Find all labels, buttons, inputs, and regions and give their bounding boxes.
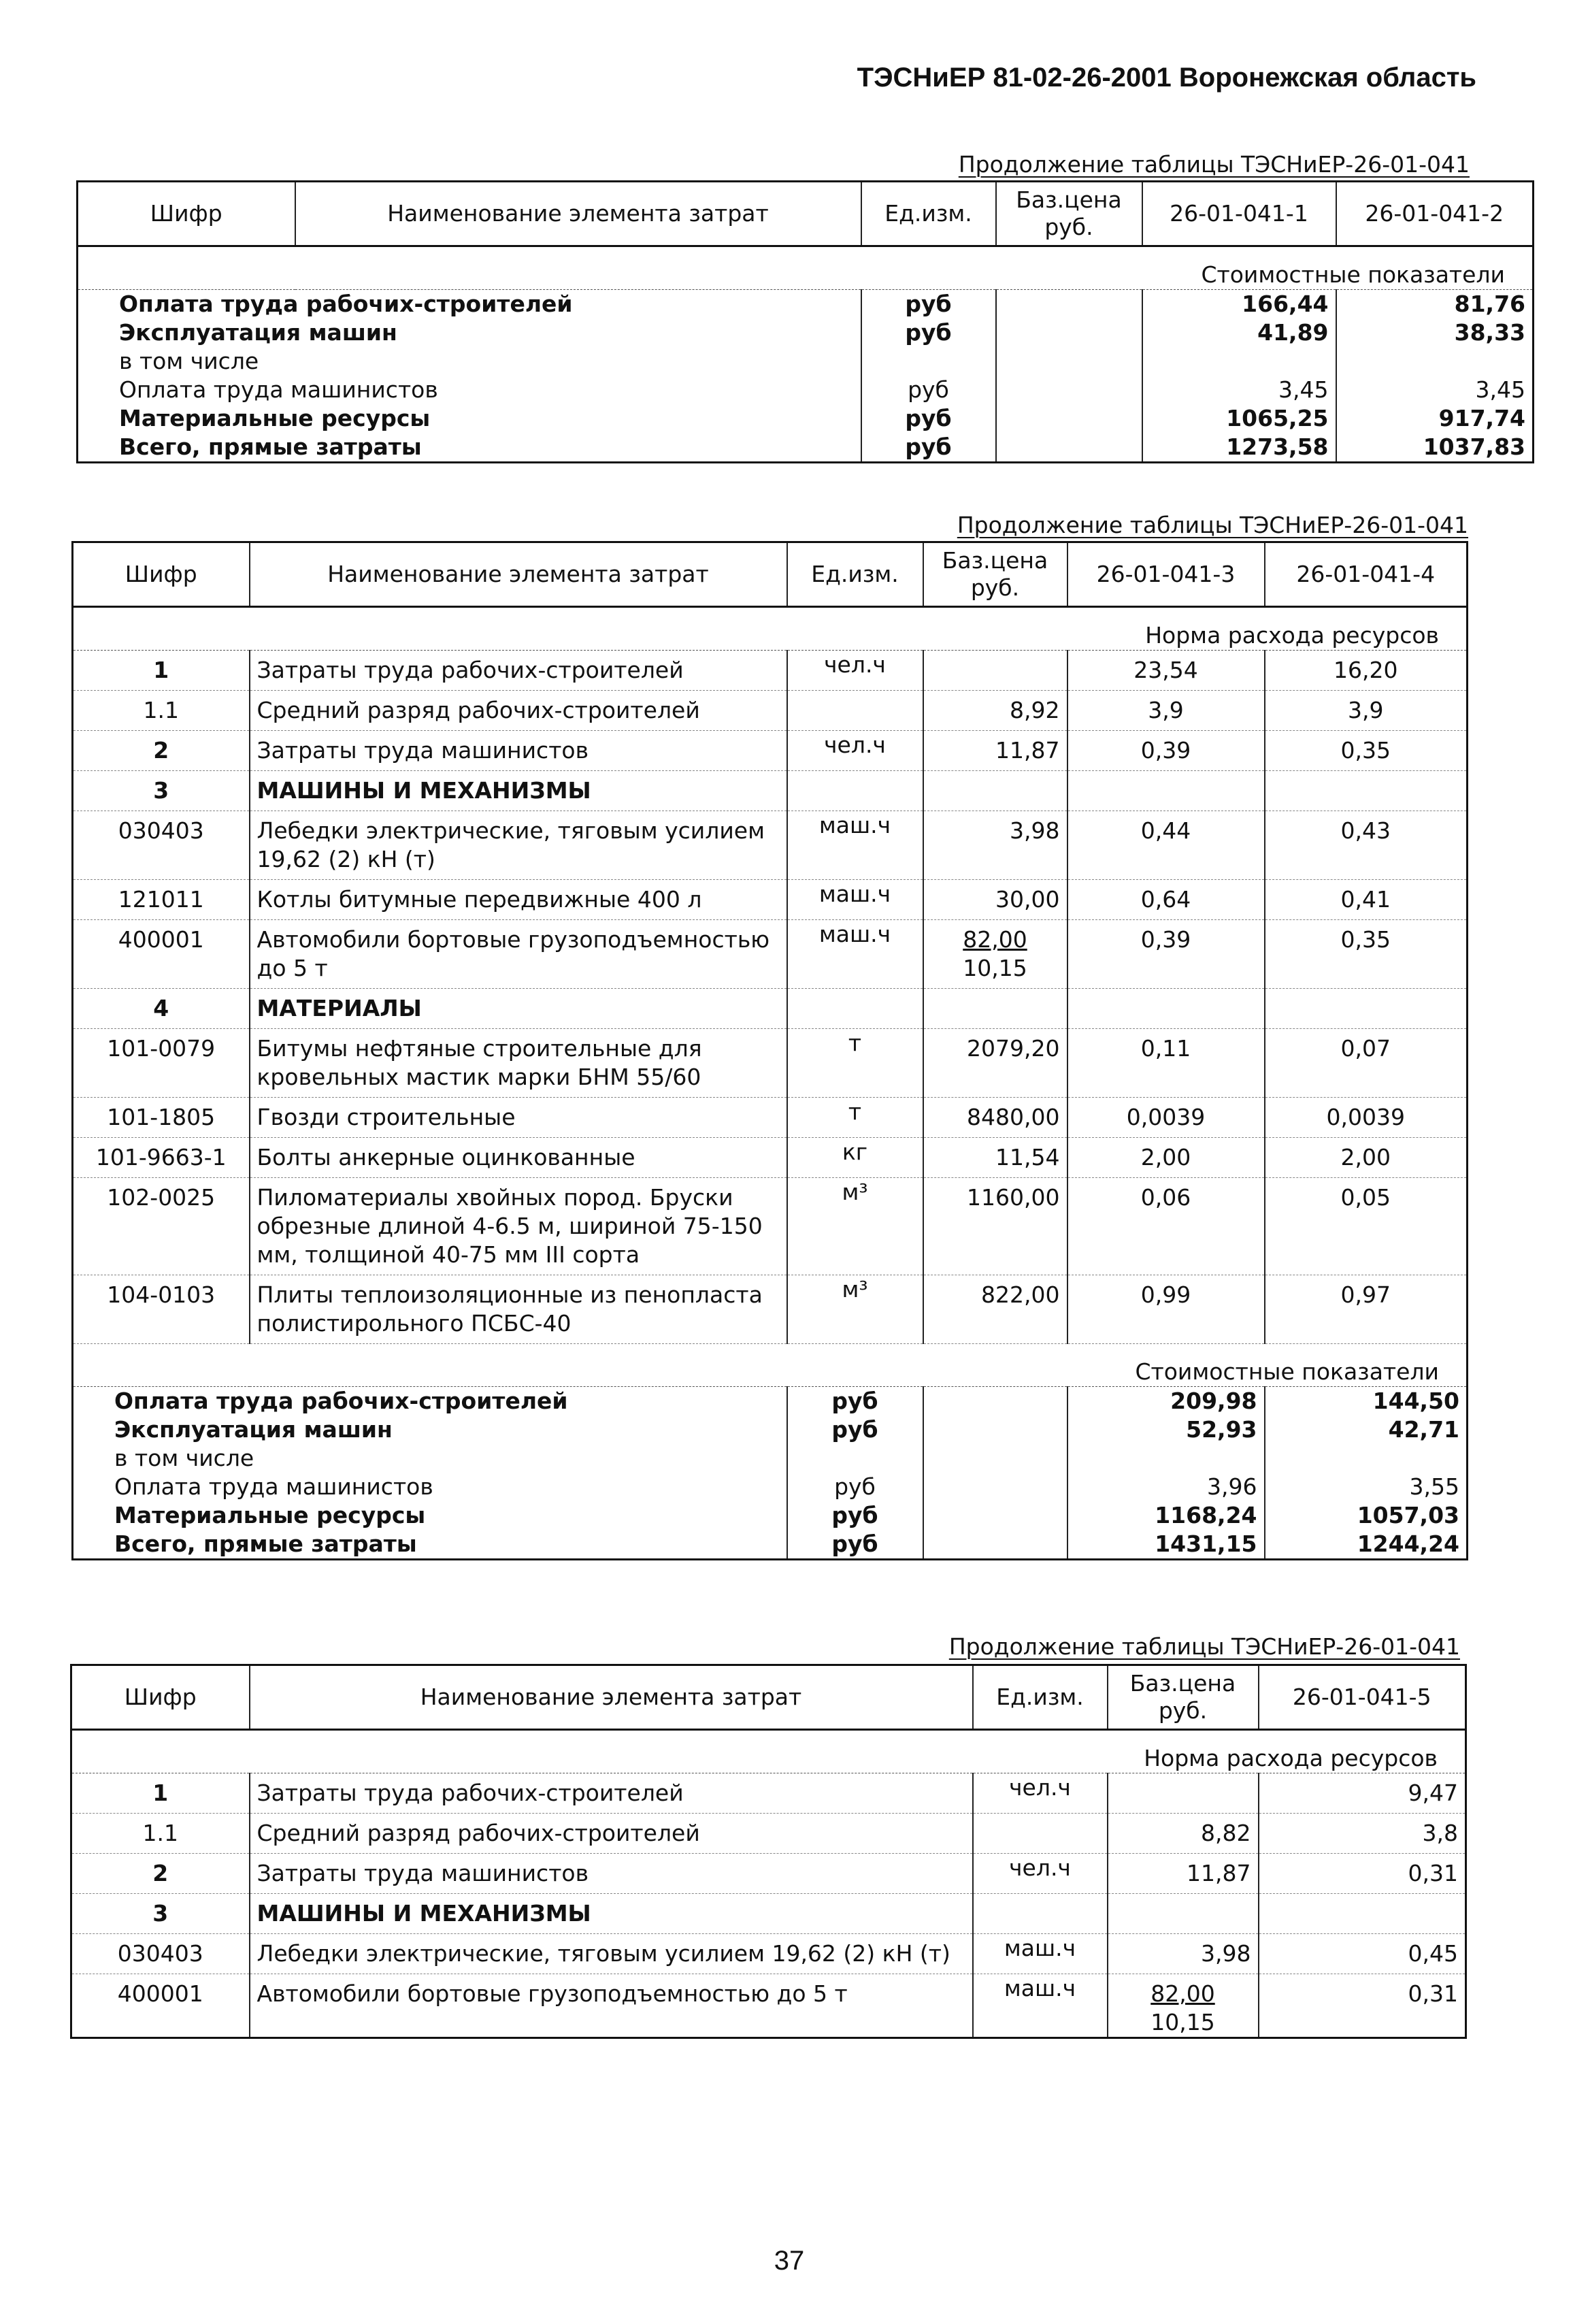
resource-price (923, 691, 1067, 731)
price-value: 8,92 (1010, 697, 1060, 723)
cost-value-2 (1265, 1444, 1468, 1473)
resource-code: 1.1 (73, 691, 250, 731)
resource-price (1108, 1974, 1259, 2038)
resource-name: Битумы нефтяные строительные для кровельных мастик марки БНМ 55/60 (250, 1029, 787, 1098)
norm-value-2: 0,35 (1265, 731, 1468, 771)
cost-name: Оплата труда машинистов (73, 1473, 787, 1501)
price-value: 2079,20 (967, 1035, 1060, 1062)
table2-continuation: Продолжение таблицы ТЭСНиЕР-26-01-041 (957, 512, 1468, 538)
cost-value-1: 1431,15 (1067, 1530, 1265, 1560)
resource-code: 101-9663-1 (73, 1138, 250, 1178)
cost-value-1: 166,44 (1142, 290, 1336, 319)
norm-value-1: 3,9 (1067, 691, 1265, 731)
column-header: Наименование элемента затрат (295, 182, 861, 246)
resource-row (73, 771, 1468, 811)
resource-code: 2 (71, 1854, 250, 1894)
table2 (71, 541, 1468, 1560)
resource-code: 400001 (73, 920, 250, 989)
resource-name: Котлы битумные передвижные 400 л (250, 880, 787, 920)
resource-unit: чел.ч (787, 651, 923, 691)
price-value-secondary: 10,15 (1150, 2009, 1215, 2035)
cost-price (923, 1530, 1067, 1560)
resource-name: Автомобили бортовые грузоподъемностью до 5 т (250, 1974, 973, 2038)
norm-value-1: 0,31 (1259, 1854, 1466, 1894)
cost-price (996, 290, 1142, 319)
norm-value-2: 3,9 (1265, 691, 1468, 731)
cost-value-1: 3,96 (1067, 1473, 1265, 1501)
resource-price (923, 1138, 1067, 1178)
cost-row (73, 1501, 1468, 1530)
resource-row (71, 1974, 1466, 2038)
resource-price (923, 771, 1067, 811)
norm-value-2: 0,0039 (1265, 1098, 1468, 1138)
resource-name: Лебедки электрические, тяговым усилием 19,62 (2) кН (т) (250, 1934, 973, 1974)
norm-value-1: 2,00 (1067, 1138, 1265, 1178)
resource-unit: маш.ч (973, 1974, 1108, 2038)
resource-price (923, 920, 1067, 989)
resource-code: 1 (73, 651, 250, 691)
resource-row (73, 880, 1468, 920)
resource-price (1108, 1934, 1259, 1974)
price-value: 8,82 (1201, 1820, 1251, 1846)
resource-price (1108, 1773, 1259, 1814)
norm-value-2: 0,05 (1265, 1178, 1468, 1275)
table3 (70, 1664, 1467, 2039)
cost-unit: руб (861, 318, 996, 347)
resource-unit: маш.ч (973, 1934, 1108, 1974)
resource-code: 3 (71, 1894, 250, 1934)
cost-unit: руб (861, 376, 996, 404)
cost-value-2: 81,76 (1336, 290, 1534, 319)
resource-code: 3 (73, 771, 250, 811)
cost-value-1: 1065,25 (1142, 404, 1336, 433)
cost-unit: руб (787, 1415, 923, 1444)
resource-name: Затраты труда машинистов (250, 731, 787, 771)
cost-name: Оплата труда рабочих-строителей (78, 290, 861, 319)
column-header: Баз.цена руб. (923, 542, 1067, 607)
resource-unit (973, 1894, 1108, 1934)
table1 (76, 180, 1534, 463)
norm-value-2: 0,43 (1265, 811, 1468, 880)
section-label: Норма расхода ресурсов (73, 607, 1468, 651)
column-header: Наименование элемента затрат (250, 1665, 973, 1730)
cost-value-1: 1168,24 (1067, 1501, 1265, 1530)
resource-unit: маш.ч (787, 811, 923, 880)
resource-row (73, 1098, 1468, 1138)
resource-code: 400001 (71, 1974, 250, 2038)
cost-value-2: 1057,03 (1265, 1501, 1468, 1530)
resource-row (71, 1854, 1466, 1894)
norm-value-2: 0,97 (1265, 1275, 1468, 1344)
resource-name: Гвозди строительные (250, 1098, 787, 1138)
resource-code: 4 (73, 989, 250, 1029)
page-number: 37 (774, 2246, 805, 2276)
cost-name: в том числе (73, 1444, 787, 1473)
price-value: 82,00 (1150, 1980, 1215, 2007)
column-header: 26-01-041-2 (1336, 182, 1534, 246)
resource-code: 101-1805 (73, 1098, 250, 1138)
norm-value-2 (1265, 989, 1468, 1029)
column-header: Ед.изм. (973, 1665, 1108, 1730)
cost-row (78, 318, 1534, 347)
cost-value-1: 1273,58 (1142, 433, 1336, 463)
norm-value-1: 3,8 (1259, 1814, 1466, 1854)
resource-unit: маш.ч (787, 880, 923, 920)
norm-value-1: 0,06 (1067, 1178, 1265, 1275)
norm-value-1 (1067, 771, 1265, 811)
resource-name: Затраты труда машинистов (250, 1854, 973, 1894)
cost-row (73, 1415, 1468, 1444)
resource-price (1108, 1854, 1259, 1894)
price-value: 1160,00 (967, 1184, 1060, 1211)
cost-price (923, 1387, 1067, 1416)
cost-unit: руб (787, 1473, 923, 1501)
cost-row (78, 376, 1534, 404)
resource-row (71, 1894, 1466, 1934)
cost-value-1 (1067, 1444, 1265, 1473)
cost-value-2: 144,50 (1265, 1387, 1468, 1416)
cost-price (996, 318, 1142, 347)
resource-row (73, 651, 1468, 691)
column-header: Баз.цена руб. (1108, 1665, 1259, 1730)
norm-value-2: 0,07 (1265, 1029, 1468, 1098)
price-value: 11,54 (995, 1144, 1060, 1171)
cost-unit: руб (861, 290, 996, 319)
price-value: 3,98 (1010, 817, 1060, 844)
resource-code: 121011 (73, 880, 250, 920)
column-header: Баз.цена руб. (996, 182, 1142, 246)
cost-name: Оплата труда машинистов (78, 376, 861, 404)
cost-price (923, 1444, 1067, 1473)
resource-price (1108, 1814, 1259, 1854)
resource-price (923, 1178, 1067, 1275)
resource-price (923, 1098, 1067, 1138)
resource-name: Затраты труда рабочих-строителей (250, 1773, 973, 1814)
price-value-secondary: 10,15 (963, 955, 1027, 981)
cost-unit (861, 347, 996, 376)
section-label: Норма расхода ресурсов (71, 1730, 1466, 1773)
cost-value-2 (1336, 347, 1534, 376)
cost-name: Материальные ресурсы (73, 1501, 787, 1530)
cost-value-2: 38,33 (1336, 318, 1534, 347)
resource-unit: чел.ч (787, 731, 923, 771)
column-header: 26-01-041-3 (1067, 542, 1265, 607)
column-header: Наименование элемента затрат (250, 542, 787, 607)
cost-value-2: 42,71 (1265, 1415, 1468, 1444)
column-header: Ед.изм. (787, 542, 923, 607)
resource-unit (787, 771, 923, 811)
resource-unit: м³ (787, 1275, 923, 1344)
resource-price (923, 811, 1067, 880)
price-value: 8480,00 (967, 1104, 1060, 1130)
resource-code: 2 (73, 731, 250, 771)
resource-code: 030403 (73, 811, 250, 880)
norm-value-2: 16,20 (1265, 651, 1468, 691)
resource-price (923, 1029, 1067, 1098)
norm-value-1 (1067, 989, 1265, 1029)
resource-code: 1 (71, 1773, 250, 1814)
cost-value-2: 1244,24 (1265, 1530, 1468, 1560)
resource-row (73, 811, 1468, 880)
norm-value-1: 0,99 (1067, 1275, 1265, 1344)
resource-name: Плиты теплоизоляционные из пенопласта полистирольного ПСБС-40 (250, 1275, 787, 1344)
header-row (73, 542, 1468, 607)
resource-unit: чел.ч (973, 1773, 1108, 1814)
resource-name: МАШИНЫ И МЕХАНИЗМЫ (250, 1894, 973, 1934)
cost-value-1: 3,45 (1142, 376, 1336, 404)
cost-unit: руб (787, 1530, 923, 1560)
resource-code: 104-0103 (73, 1275, 250, 1344)
resource-row (73, 1029, 1468, 1098)
cost-name: Эксплуатация машин (78, 318, 861, 347)
cost-name: Всего, прямые затраты (73, 1530, 787, 1560)
resource-unit: чел.ч (973, 1854, 1108, 1894)
resource-price (923, 880, 1067, 920)
norm-value-1: 0,44 (1067, 811, 1265, 880)
price-value: 11,87 (995, 737, 1060, 764)
cost-row (73, 1444, 1468, 1473)
resource-code: 1.1 (71, 1814, 250, 1854)
cost-price (923, 1415, 1067, 1444)
resource-unit: м³ (787, 1178, 923, 1275)
cost-value-2: 917,74 (1336, 404, 1534, 433)
cost-unit: руб (861, 404, 996, 433)
price-value: 82,00 (963, 926, 1027, 953)
cost-name: Всего, прямые затраты (78, 433, 861, 463)
cost-price (996, 404, 1142, 433)
cost-value-1 (1142, 347, 1336, 376)
cost-unit: руб (861, 433, 996, 463)
resource-row (71, 1814, 1466, 1854)
resource-price (1108, 1894, 1259, 1934)
norm-value-1: 0,11 (1067, 1029, 1265, 1098)
norm-value-1: 0,39 (1067, 920, 1265, 989)
resource-name: МАТЕРИАЛЫ (250, 989, 787, 1029)
price-value: 11,87 (1187, 1860, 1251, 1886)
resource-name: Средний разряд рабочих-строителей (250, 691, 787, 731)
resource-unit (787, 989, 923, 1029)
section-norm (71, 1730, 1466, 1773)
cost-price (996, 347, 1142, 376)
resource-row (71, 1934, 1466, 1974)
cost-row (78, 347, 1534, 376)
cost-value-2: 3,45 (1336, 376, 1534, 404)
column-header: 26-01-041-1 (1142, 182, 1336, 246)
resource-name: Болты анкерные оцинкованные (250, 1138, 787, 1178)
resource-name: МАШИНЫ И МЕХАНИЗМЫ (250, 771, 787, 811)
cost-unit: руб (787, 1501, 923, 1530)
norm-value-2: 0,35 (1265, 920, 1468, 989)
column-header: Шифр (73, 542, 250, 607)
cost-price (996, 376, 1142, 404)
resource-unit: маш.ч (787, 920, 923, 989)
norm-value-1: 0,31 (1259, 1974, 1466, 2038)
section-norm (73, 607, 1468, 651)
resource-row (73, 1178, 1468, 1275)
table3-continuation: Продолжение таблицы ТЭСНиЕР-26-01-041 (948, 1633, 1460, 1660)
price-value: 822,00 (981, 1281, 1060, 1308)
norm-value-2 (1265, 771, 1468, 811)
cost-row (78, 404, 1534, 433)
resource-unit (973, 1814, 1108, 1854)
resource-row (73, 920, 1468, 989)
resource-name: Затраты труда рабочих-строителей (250, 651, 787, 691)
resource-row (73, 989, 1468, 1029)
column-header: 26-01-041-4 (1265, 542, 1468, 607)
resource-row (71, 1773, 1466, 1814)
column-header: Шифр (71, 1665, 250, 1730)
header-row (78, 182, 1534, 246)
norm-value-1: 0,0039 (1067, 1098, 1265, 1138)
cost-name: Материальные ресурсы (78, 404, 861, 433)
cost-unit: руб (787, 1387, 923, 1416)
resource-name: Пиломатериалы хвойных пород. Бруски обрезные длиной 4-6.5 м, шириной 75-150 мм, толщиной 40-75 мм III сорта (250, 1178, 787, 1275)
cost-row (73, 1530, 1468, 1560)
resource-unit: т (787, 1029, 923, 1098)
resource-row (73, 1275, 1468, 1344)
resource-price (923, 731, 1067, 771)
price-value: 30,00 (995, 886, 1060, 913)
resource-code: 101-0079 (73, 1029, 250, 1098)
norm-value-2: 2,00 (1265, 1138, 1468, 1178)
resource-price (923, 989, 1067, 1029)
resource-unit: т (787, 1098, 923, 1138)
resource-code: 030403 (71, 1934, 250, 1974)
resource-price (923, 651, 1067, 691)
norm-value-1: 9,47 (1259, 1773, 1466, 1814)
resource-row (73, 1138, 1468, 1178)
cost-value-2: 3,55 (1265, 1473, 1468, 1501)
resource-price (923, 1275, 1067, 1344)
resource-row (73, 691, 1468, 731)
resource-name: Средний разряд рабочих-строителей (250, 1814, 973, 1854)
norm-value-1: 23,54 (1067, 651, 1265, 691)
resource-row (73, 731, 1468, 771)
norm-value-2: 0,41 (1265, 880, 1468, 920)
cost-name: Оплата труда рабочих-строителей (73, 1387, 787, 1416)
norm-value-1 (1259, 1894, 1466, 1934)
price-value: 3,98 (1201, 1940, 1251, 1967)
resource-name: Лебедки электрические, тяговым усилием 19,62 (2) кН (т) (250, 811, 787, 880)
norm-value-1: 0,45 (1259, 1934, 1466, 1974)
cost-value-2: 1037,83 (1336, 433, 1534, 463)
cost-price (923, 1501, 1067, 1530)
cost-row (78, 433, 1534, 463)
section-label: Стоимостные показатели (78, 246, 1534, 290)
cost-price (923, 1473, 1067, 1501)
table1-continuation: Продолжение таблицы ТЭСНиЕР-26-01-041 (958, 151, 1470, 178)
cost-name: Эксплуатация машин (73, 1415, 787, 1444)
resource-unit: кг (787, 1138, 923, 1178)
column-header: 26-01-041-5 (1259, 1665, 1466, 1730)
resource-code: 102-0025 (73, 1178, 250, 1275)
cost-row (78, 290, 1534, 319)
document-title: ТЭСНиЕР 81-02-26-2001 Воронежская область (857, 63, 1476, 93)
norm-value-1: 0,39 (1067, 731, 1265, 771)
header-row (71, 1665, 1466, 1730)
cost-row (73, 1387, 1468, 1416)
resource-name: Автомобили бортовые грузоподъемностью до 5 т (250, 920, 787, 989)
cost-value-1: 41,89 (1142, 318, 1336, 347)
cost-name: в том числе (78, 347, 861, 376)
cost-row (73, 1473, 1468, 1501)
norm-value-1: 0,64 (1067, 880, 1265, 920)
cost-unit (787, 1444, 923, 1473)
column-header: Шифр (78, 182, 295, 246)
cost-value-1: 209,98 (1067, 1387, 1265, 1416)
column-header: Ед.изм. (861, 182, 996, 246)
section-cost-indicators (73, 1344, 1468, 1387)
cost-value-1: 52,93 (1067, 1415, 1265, 1444)
cost-price (996, 433, 1142, 463)
section-cost-indicators (78, 246, 1534, 290)
section-label: Стоимостные показатели (73, 1344, 1468, 1387)
resource-unit (787, 691, 923, 731)
